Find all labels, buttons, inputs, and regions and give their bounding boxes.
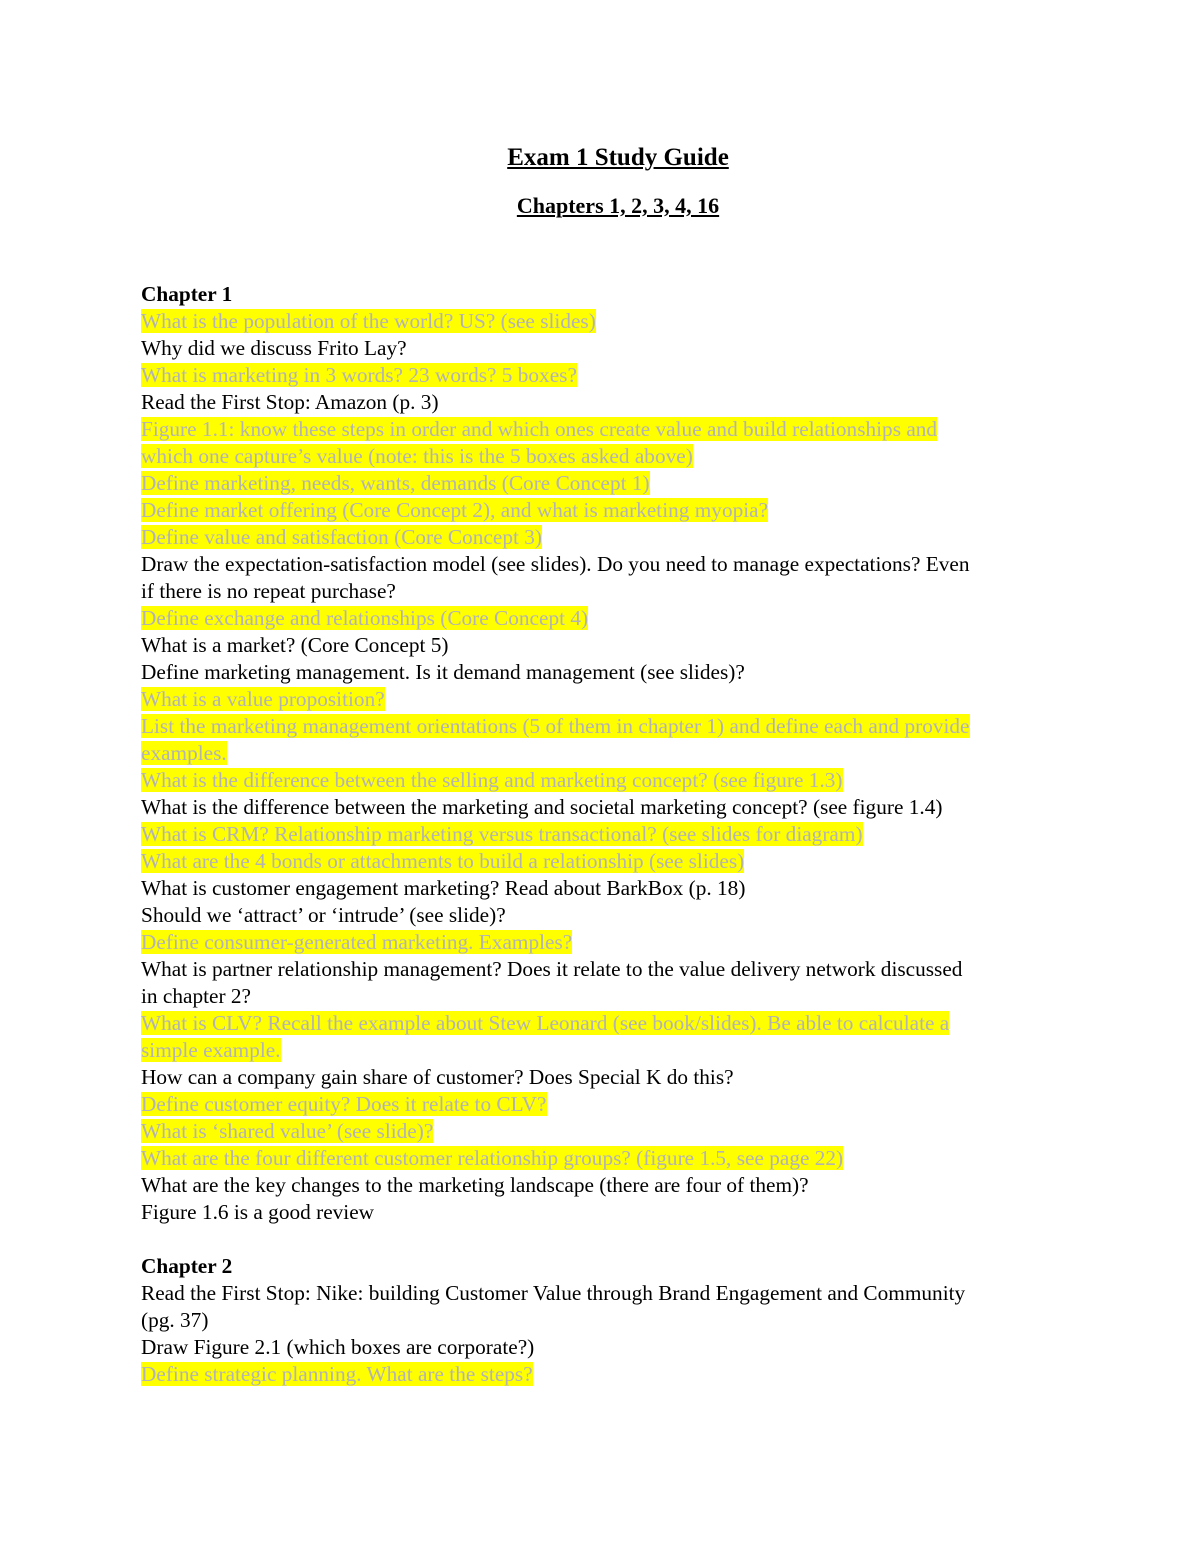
question-text: if there is no repeat purchase? (141, 579, 396, 603)
study-question-line (141, 362, 1071, 389)
study-question-line (141, 335, 1071, 362)
highlighted-text: Define marketing, needs, wants, demands (Core Concept 1) (141, 471, 650, 495)
highlighted-text: which one capture’s value (note: this is the 5 boxes asked above) (141, 444, 693, 468)
highlighted-text: What are the 4 bonds or attachments to build a relationship (see slides) (141, 849, 745, 873)
highlighted-text: examples. (141, 741, 227, 765)
study-question-line (141, 632, 1071, 659)
study-question-line (141, 497, 1071, 524)
study-question-line (141, 659, 1071, 686)
question-text: Read the First Stop: Nike: building Customer Value through Brand Engagement and Community (141, 1281, 966, 1305)
study-question-line (141, 1199, 1071, 1226)
question-text: (pg. 37) (141, 1308, 209, 1332)
highlighted-text: Define consumer-generated marketing. Examples? (141, 930, 573, 954)
question-text: What is a market? (Core Concept 5) (141, 633, 449, 657)
highlighted-text: simple example. (141, 1038, 281, 1062)
question-text: Figure 1.6 is a good review (141, 1200, 375, 1224)
study-question-line (141, 740, 1071, 767)
highlighted-text: What is the population of the world? US? (see slides) (141, 309, 596, 333)
study-question-line (141, 1118, 1071, 1145)
study-question-line (141, 929, 1071, 956)
question-text: Define marketing management. Is it demand management (see slides)? (141, 660, 745, 684)
study-question-line (141, 443, 1071, 470)
question-text: in chapter 2? (141, 984, 251, 1008)
study-question-line (141, 1010, 1071, 1037)
chapter-1-heading: Chapter 1 (141, 282, 233, 306)
question-text: What are the key changes to the marketing landscape (there are four of them)? (141, 1173, 809, 1197)
highlighted-text: What is ‘shared value’ (see slide)? (141, 1119, 434, 1143)
study-question-line (141, 470, 1071, 497)
study-question-line (141, 578, 1071, 605)
highlighted-text: Figure 1.1: know these steps in order and which ones create value and build relationships and (141, 417, 938, 441)
study-question-line (141, 1172, 1071, 1199)
highlighted-text: List the marketing management orientations (5 of them in chapter 1) and define each and provide (141, 714, 970, 738)
highlighted-text: Define market offering (Core Concept 2), and what is marketing myopia? (141, 498, 769, 522)
study-question-line (141, 1334, 1071, 1361)
highlighted-text: Define strategic planning. What are the steps? (141, 1362, 533, 1386)
question-text: What is customer engagement marketing? Read about BarkBox (p. 18) (141, 876, 746, 900)
study-question-line (141, 1280, 1071, 1307)
question-text: How can a company gain share of customer? Does Special K do this? (141, 1065, 734, 1089)
question-text: Should we ‘attract’ or ‘intrude’ (see slide)? (141, 903, 506, 927)
document-title: Exam 1 Study Guide (507, 144, 729, 171)
highlighted-text: What is the difference between the selling and marketing concept? (see figure 1.3) (141, 768, 843, 792)
study-question-line (141, 389, 1071, 416)
study-question-line (141, 713, 1071, 740)
highlighted-text: What are the four different customer relationship groups? (figure 1.5, see page 22) (141, 1146, 844, 1170)
highlighted-text: What is CRM? Relationship marketing versus transactional? (see slides for diagram) (141, 822, 863, 846)
study-question-line (141, 1064, 1071, 1091)
highlighted-text: What is marketing in 3 words? 23 words? 5 boxes? (141, 363, 577, 387)
study-question-line (141, 767, 1071, 794)
chapter-1-questions (141, 308, 1071, 1226)
study-question-line (141, 1307, 1071, 1334)
question-text: Why did we discuss Frito Lay? (141, 336, 407, 360)
chapter-2-heading: Chapter 2 (141, 1254, 233, 1278)
question-text: Draw Figure 2.1 (which boxes are corporate?) (141, 1335, 535, 1359)
study-question-line (141, 1361, 1071, 1388)
study-question-line (141, 794, 1071, 821)
study-question-line (141, 1091, 1071, 1118)
study-question-line (141, 605, 1071, 632)
highlighted-text: Define exchange and relationships (Core Concept 4) (141, 606, 589, 630)
study-question-line (141, 416, 1071, 443)
study-question-line (141, 524, 1071, 551)
study-question-line (141, 956, 1071, 983)
study-question-line (141, 1037, 1071, 1064)
study-question-line (141, 308, 1071, 335)
highlighted-text: What is a value proposition? (141, 687, 385, 711)
question-text: Draw the expectation-satisfaction model (see slides). Do you need to manage expectations? Even (141, 552, 970, 576)
question-text: What is the difference between the marketing and societal marketing concept? (see figure 1.4) (141, 795, 943, 819)
study-question-line (141, 902, 1071, 929)
question-text: Read the First Stop: Amazon (p. 3) (141, 390, 439, 414)
document-subtitle: Chapters 1, 2, 3, 4, 16 (516, 193, 720, 218)
highlighted-text: What is CLV? Recall the example about Stew Leonard (see book/slides). Be able to calculate a (141, 1011, 950, 1035)
study-question-line (141, 848, 1071, 875)
study-question-line (141, 983, 1071, 1010)
study-question-line (141, 875, 1071, 902)
section-spacer (141, 1226, 1071, 1253)
highlighted-text: Define value and satisfaction (Core Concept 3) (141, 525, 542, 549)
study-question-line (141, 1145, 1071, 1172)
document-body (141, 281, 1071, 1388)
chapter-2-questions (141, 1280, 1071, 1388)
study-question-line (141, 551, 1071, 578)
study-question-line (141, 821, 1071, 848)
question-text: What is partner relationship management? Does it relate to the value delivery network discussed (141, 957, 963, 981)
highlighted-text: Define customer equity? Does it relate to CLV? (141, 1092, 547, 1116)
study-question-line (141, 686, 1071, 713)
